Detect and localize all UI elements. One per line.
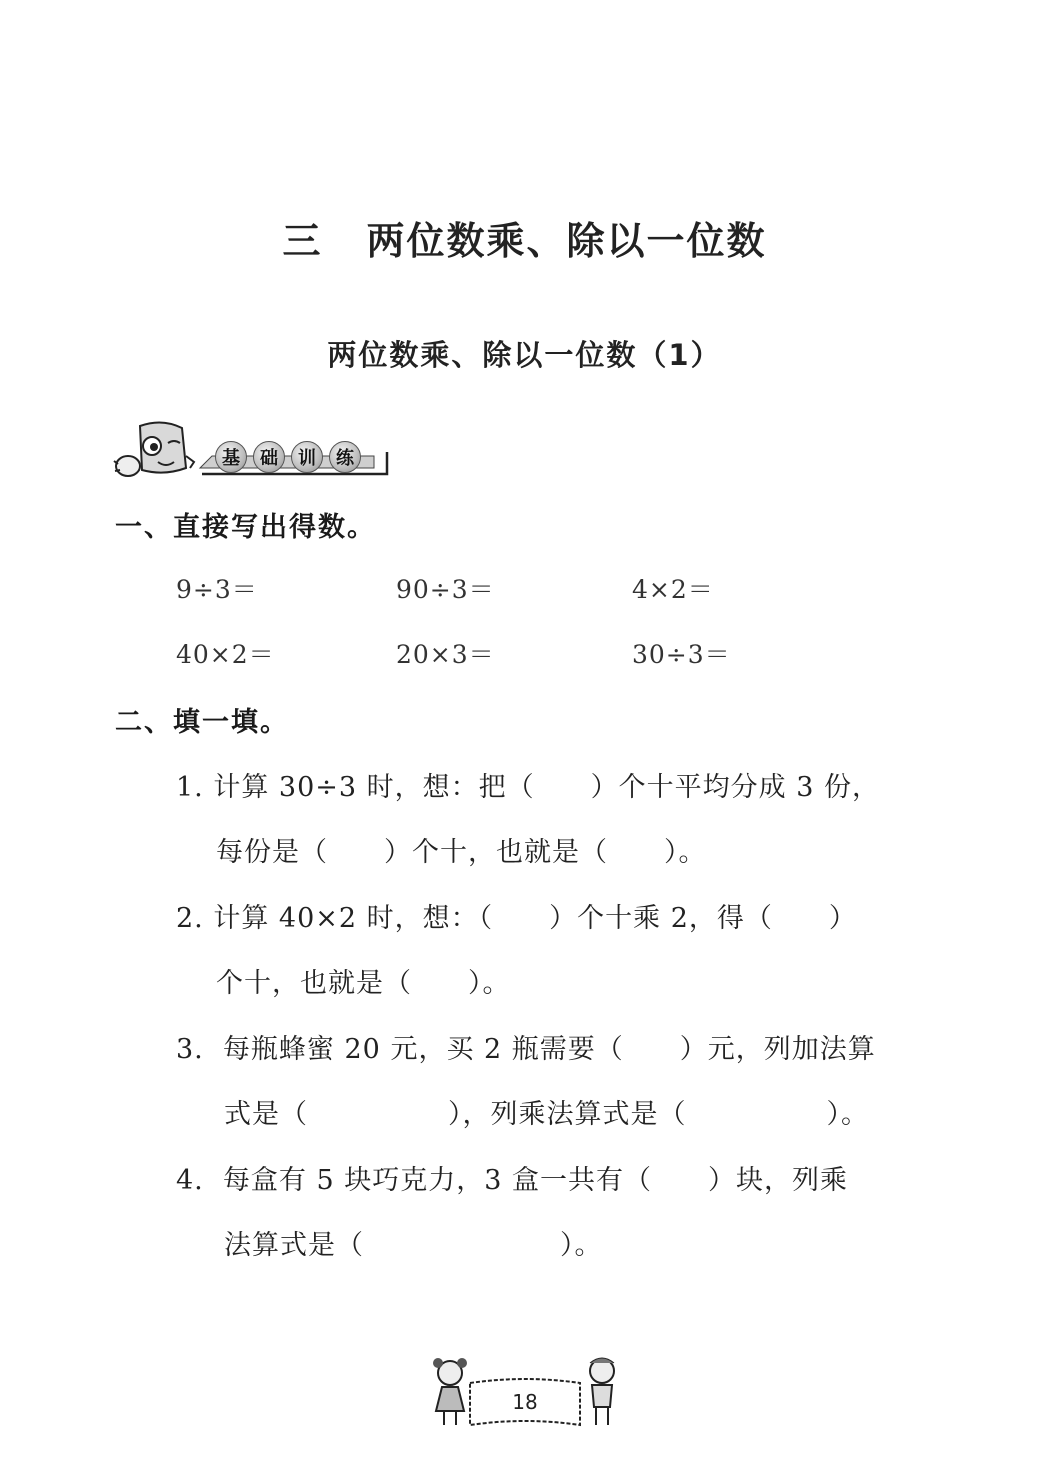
lesson-title: 两位数乘、除以一位数（1）: [327, 338, 722, 372]
calc-item: 4×2＝: [632, 575, 714, 604]
fill-item-line: 4. 每盒有 5 块巧克力，3 盒一共有（ ）块，列乘: [176, 1165, 849, 1196]
girl-illustration: [433, 1358, 467, 1425]
fill-item-line: 2. 计算 40×2 时，想：（ ）个十乘 2，得（ ）: [176, 903, 857, 934]
basic-training-label: [215, 441, 365, 473]
fill-item-line: 1. 计算 30÷3 时，想：把（ ）个十平均分成 3 份，: [176, 772, 881, 803]
page-number: 18: [512, 1390, 538, 1414]
section2-heading: 二、填一填。: [115, 707, 289, 738]
fill-item-line: 个十，也就是（ ）。: [216, 968, 511, 999]
banner-char: 训: [291, 441, 323, 473]
fill-item-line: 每份是（ ）个十，也就是（ ）。: [216, 837, 707, 868]
calc-item: 9÷3＝: [176, 575, 258, 604]
fill-item-line: 法算式是（ ）。: [224, 1230, 603, 1261]
calc-item: 90÷3＝: [396, 575, 495, 604]
banner-char: 练: [329, 441, 361, 473]
calc-item: 40×2＝: [176, 640, 275, 669]
chapter-title-text: 两位数乘、除以一位数: [366, 219, 767, 263]
mascot-illustration: [114, 422, 194, 476]
section1-heading: 一、直接写出得数。: [115, 512, 376, 543]
boy-illustration: [590, 1358, 614, 1425]
fill-item-line: 3. 每瓶蜂蜜 20 元，买 2 瓶需要（ ）元，列加法算: [176, 1034, 876, 1065]
calc-item: 20×3＝: [396, 640, 495, 669]
fill-item-line: 式是（ ），列乘法算式是（ ）。: [224, 1099, 869, 1130]
chapter-number: 三: [282, 219, 323, 263]
banner-char: 基: [215, 441, 247, 473]
banner-char: 础: [253, 441, 285, 473]
chapter-title: [0, 210, 1049, 265]
calc-item: 30÷3＝: [632, 640, 731, 669]
